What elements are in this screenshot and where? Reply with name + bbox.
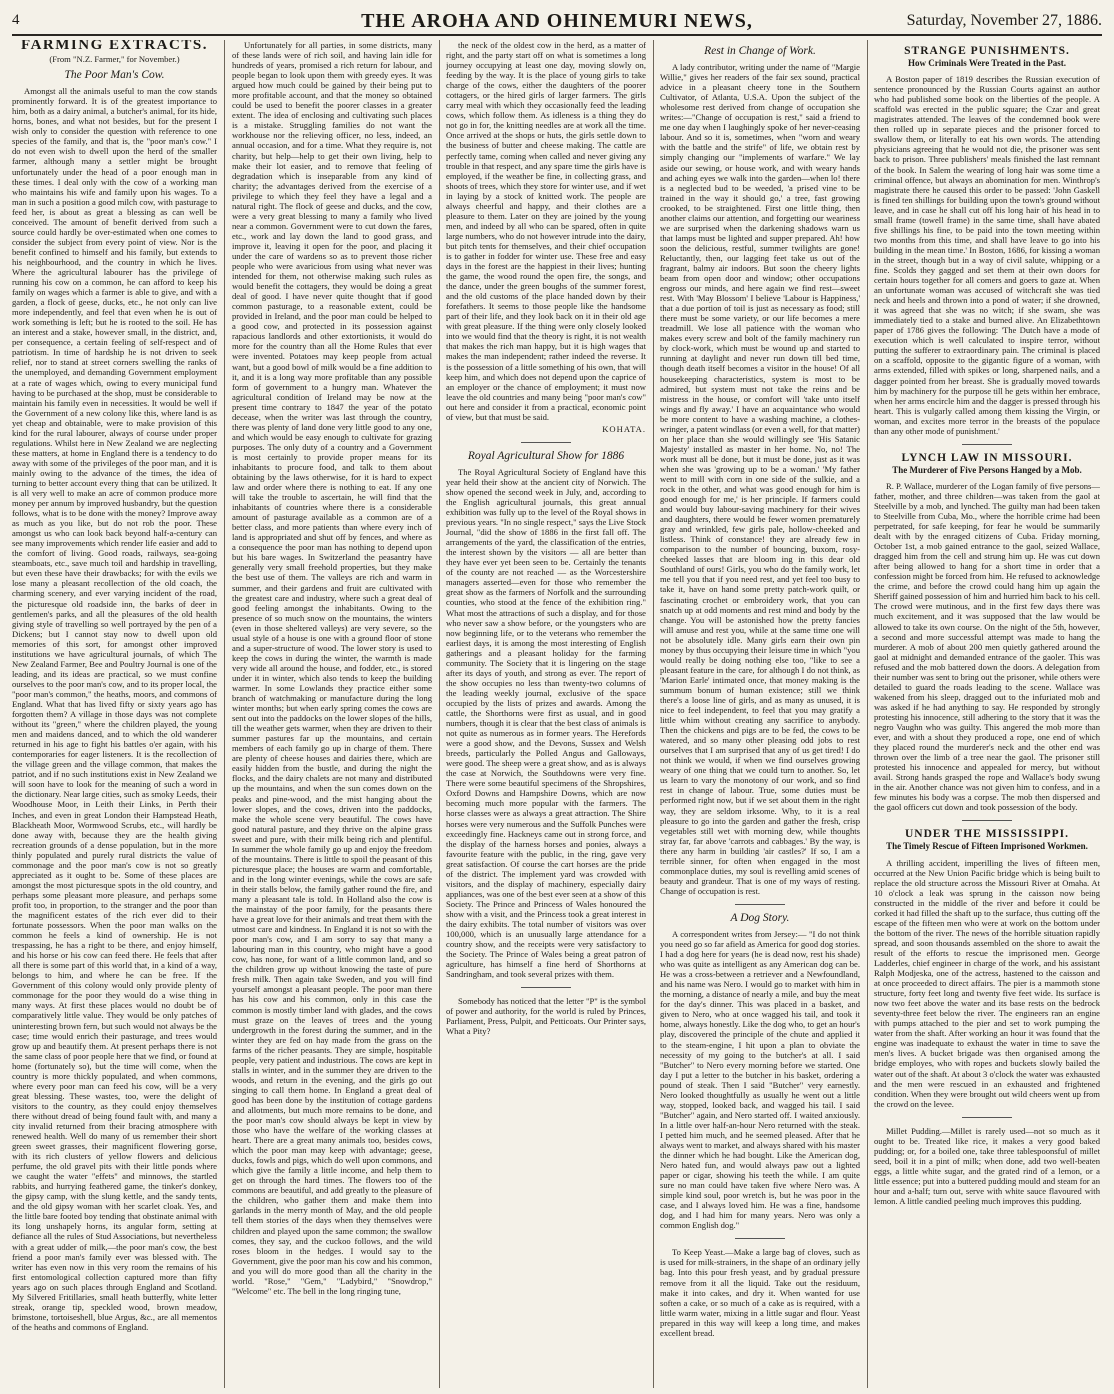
article-subtitle-mississippi: The Timely Rescue of Fifteen Imprisoned Workmen. xyxy=(886,841,1088,852)
column-rule xyxy=(439,40,440,1388)
article-signature: KOHATA. xyxy=(602,423,646,434)
column-5 xyxy=(874,40,1100,1388)
column-rule xyxy=(867,40,868,1388)
article-title-lynch-law: LYNCH LAW IN MISSOURI. xyxy=(901,451,1073,464)
article-millet-pudding: Millet Pudding.—Millet is rarely used—not so much as it ought to be. Treated like rice, it makes a very good baked pudding; or, for a boiled one, take three tablespoonsful of millet seed, boil it in a pint of milk; when done, add two well-beaten eggs, a little white sugar, and the grated rind of a lemon, or a little essence; put into a buttered pudding mould and steam for an hour and a-half; turn out, serve with white sauce flavoured with lemon. A little candied peeling much improves this pudding. xyxy=(874,1125,1100,1207)
masthead xyxy=(12,8,1102,36)
paper-name: THE AROHA AND OHINEMURI NEWS, xyxy=(361,10,753,32)
section-title: FARMING EXTRACTS. xyxy=(21,40,208,53)
page-number: 4 xyxy=(12,12,20,28)
section-credit: (From "N.Z. Farmer," for November.) xyxy=(49,54,180,65)
article-title-poor-mans-cow: The Poor Man's Cow. xyxy=(64,69,165,82)
article-title-rest: Rest in Change of Work. xyxy=(704,45,816,57)
article-title-mississippi: UNDER THE MISSISSIPPI. xyxy=(905,828,1069,841)
divider xyxy=(962,444,1012,445)
article-body-lynch-law: R. P. Wallace, murderer of the Logan family of five persons—father, mother, and three children—was taken from the gaol at Steelville by a mob, and lynched. The guilty man had been taken to Steelville from Cuba, Mo., where the horrible crime had been perpetrated, for safe keeping, for fear he would be summarily dealt with by the enraged citizens of Cuba. Friday morning, October 1st, a mob gained entrance to the gaol, seized Wallace, dragged him from the cell and strung him up. He was cut down after being allowed to hang for a short time in order that a confession might be forced from him. He refused to acknowledge the crime, and before the crowd could hang him up again the Sheriff gained possession of him and hurried him back to his cell. The crowd were mutinous, and in the first few days there was much excitement, and it was supposed that the law would be allowed to take its own course. On the night of the 5th, however, a second and more successful attempt was made to hang the murderer. A mob of about 200 men quietly gathered around the gaol at midnight and demanded entrance of the gaoler. This was refused and the mob battered down the doors. A delegation from their number was sent to bring out the prisoner, while others were detailed to guard the roads leading to the scene. Wallace was wakened from his sleep, dragged out to the infuriated mob and was asked if he had anything to say. He responded by strongly protesting his innocence, still adhering to the story that it was the negro Vaughn who was guilty. This angered the mob more than ever, and with a shout they produced a rope, one end of which they placed round the murderer's neck and the other end was thrown over the limb of a tree near the gaol. The prisoner still protested his innocence and appealed for mercy, but without avail. Strong hands grasped the rope and Wallace's body swung in the air. Another chance was not given him to confess, and in a few minutes his body was a corpse. The mob then dispersed and the gaol officers cut down and took possession of the body. xyxy=(874,480,1100,813)
divider xyxy=(735,904,785,905)
column-rule xyxy=(224,40,225,1388)
article-body-mississippi: A thrilling accident, imperilling the lives of fifteen men, occurred at the New Union Pacific bridge which is being built to replace the old structure across the Missouri River at Omaha. At 10 o'clock a leak was sprung in the caisson now being constructed in the middle of the river and before it could be corked it had filled the shaft up to the surface, thus cutting off the escape of the fifteen men who were at work on the bottom under the bottom of the river. The news of the horrible situation rapidly spread, and soon thousands assembled on the shore to await the result of the efforts to rescue the imprisoned men. George Ladderles, chief engineer in charge of the work, and his assistant Ralph Modjeska, one of the actress, hastened to the caisson and at once proceeded to direct affairs. The pier is a mammoth stone structure, forty feet long and twenty five feet wide. Its surface is now two feet above the water and its base rests on the bedrock seventy-three feet below the river. The engineers ran an engine with pumps attached to the pier and set to work pumping the water from the shaft. After working an hour it was found that the engine was inadequate to exhaust the water in time to save the men's lives. A bucket brigade was then organised among the bridge employes, who with ropes and buckets slowly bailed the water out of the shaft. At about 3 o'clock the water was exhausted and the men were rescued in an exhausted and frightened condition. When they were brought out wild cheers went up from the crowd on the levee. xyxy=(874,857,1100,1109)
article-subtitle-lynch-law: The Murderer of Five Persons Hanged by a Mob. xyxy=(892,464,1082,475)
column-4 xyxy=(660,40,860,1388)
article-title-royal-show: Royal Agricultural Show for 1886 xyxy=(467,449,625,462)
note-letter-p: Somebody has noticed that the letter "P" is the symbol of power and authority, for the world is ruled by Princes, Parliament, Press, Pulpit, and Petticoats. Our Printer says, What a Pity? xyxy=(446,996,646,1037)
issue-date: Saturday, November 27, 1886. xyxy=(906,12,1102,29)
article-keep-yeast: To Keep Yeast.—Make a large bag of cloves, such as is used for milk-strainers, in the shape of an ordinary jelly bag. Into this pour fresh yeast, and by gradual pressure remove from it all the liquid. Take out the residuum, make it into cakes, and dry it. When wanted for use soften a cake, or so much of a cake as is required, with a little warm water, mixing in a little sugar and flour. Yeast prepared in this way will keep a long time, and makes excellent bread. xyxy=(660,1247,860,1338)
article-body-continued-end: the neck of the oldest cow in the herd, as a matter of right, and the party start off on what is sometimes a long journey occupying at least one day, moving slowly on, feeding by the way. It is the place of young girls to take charge of the cows, either the daughters of the poorer cottagers, or the hired girls of larger farmers. The girls carry meal with which they occasionally feed the leading cows, which follow them. As idleness is a thing they do not go in for, the knitting needles are at work all the time. Once arrived at the shops or huts, the girls settle down to the business of butter and cheese making. The cattle are perfectly tame, coming when called and never giving any trouble in that respect, and any spare time the girls have is employed, if the weather be fine, in collecting grass, and shoots of trees, which they store for winter use, and if wet in laying by a stock of knitted work. The people are always cheerful and happy, and their clothes are a pleasure to them. Later on they are joined by the young men, and indeed by all who can be spared, often in quite large numbers, who do not however intrude into the dairy, but pitch tents for themselves, and their chief occupation is to gather in fodder for winter use. These free and easy days in the forest are the happiest in their lives; hunting the game, the wood round the open fire, the songs, and the dance, under the green boughs of the summer forest, and the old customs of the place handed down by their forefathers. It seems to those people like the handsome part of their life, and they look back on it in their old age with great pleasure. If the thing were only closely looked into we would find that the theory is right, it is not wealth that makes the rich man happy, but it is high wages that makes the man independent; rather indeed the reverse. It is the possession of a little something of his own, that will keep him, and which does not depend upon the caprice of an employer or the chance of employment; it must now leave the old countries and many being "poor man's cow" out here and consider it from a practical, economic point of view, but that must be said. xyxy=(446,40,646,422)
article-body-continued: Unfortunately for all parties, in some districts, many of these lands were of rich soil, and having lain idle for hundreds of years, promised a rich return for labour, and people began to look upon them with greedy eyes. It was argued how much could be gained by their being put to more profitable account, and that the money so obtained could be used to benefit the poorer classes in a greater extent. The idea of enclosing and cultivating such places is a mistake. Struggling families do not want the workhouse nor the relieving officer, no less, indeed, an annual occasion, and for a time. What they require is, not charity, but help—help to get their own living, help to make their lot easier, and to remove that feeling of degradation which is inseparable from any kind of charity; the advantages derived from the exercise of a privilege to which they feel they have a legal and a natural right. The flock of geese and ducks, and the cow, were a very great blessing to many a family who lived near a common. Government were to cut down the fares, etc., work and lay down the land to good grass, and improve it, leaving it open for the poor, and placing it under the care of wardens so as to prevent those richer people who were avaricious from using what never was intended for them, not otherwise making such rules as would benefit the cottagers, they would be doing a great deal of good. I have never quite thought that if good common pasturage, to a reasonable extent, could be provided in Ireland, and the poor man could be helped to a good cow, and protected in its possession against rapacious landlords and other extortionists, it would do more for the country than all the Home Rules that ever were invented. Potatoes may keep people from actual want, but a good bowl of milk would be a fine addition to it, and it is a long way more profitable than any possible form of government to a hungry man. Whatever the agricultural condition of Ireland may be now at the present time contrary to 1847 the year of the potato decease, when the writer was last through the country, there was plenty of land done very little good to any one, and which would be easy enough to cultivate for grazing purposes. The only duty of a country and a Government is most certainly to provide proper means for its inhabitants to procure food, and talk to them about obtaining by the laws otherwise, for it is hard to expect law and order where there is nothing to eat. If any one will take the trouble to ascertain, he will find that the inhabitants of countries where there is a considerable amount of pasturage available as a common are of a better class, and more patients than where every inch of land is appropriated and shut off by fences, and where as a consequence the poor man has nothing to depend upon but his bare wages. In Switzerland the peasantry have generally very small freehold properties, but they make the best use of them. The valleys are rich and warm in summer, and their gardens and fruit are cultivated with the greatest care and industry, where such a great deal of good feeling amongst the inhabitants. Owing to the presence of so much snow on the mountains, the winters (even in those sheltered valleys) are very severe, so the usual style of a house is one with a ground floor of stone and a super-structure of wood. The lower story is used to keep the cows in during the winter, the warmth is made very wide all around the house, and fodder, etc., is stored under it in winter, which also tends to keep the building warmer. In some Lowlands they practice either some branch of watchmaking or manufacture during the long winter months; but when early spring comes the cows are sent out into the paddocks on the lower slopes of the hills, till the weather gets warmer, when they are driven to their summer pastures far up the mountains, and certain members of each family go up in charge of them. There are plenty of cheese houses and dairies there, which are easily hidden from the bustle, and during the night the flocks, and the dairy chalets are not many and distributed up the mountains, and when the sun comes down on the peaks and pine-wood, and the mist hanging about the lower slopes, and the cows, driven into the paddocks, make the whole scene very beautiful. The cows have good natural pasture, and they thrive on the alpine grass sweet and pure, with their milk being rich and plentiful. In summer the whole family go up and enjoy the freedom of the mountains. There is little to spoil the peasant of this picturesque place; the houses are warm and comfortable, and in the long winter evenings, while the cows are safe in their stalls below, the family gather round the fire, and many a pleasant tale is told. In Holland also the cow is the mainstay of the poor family, for the peasants there have a great love for their animals and treat them with the utmost care and kindness. In England it is not so with the poor man's cow, and I am sorry to say that many a labouring man in this country, who might have a good cow, has none, for want of a little common land, and so the children grow up without knowing the taste of pure fresh milk. Then again take Sweden, and you will find yourself amongst a pleasant people. The poor man there has his cow and his common, only in this case the common is mostly timber land with glades, and the cows must graze on the leaves of trees and the young undergrowth in the forest during the summer, and in the winter they are fed on hay made from the grass on the farms of the richer peasants. They are simple, hospitable people, very patient and industrious. The cows are kept in stalls in winter, and in the summer they are driven to the woods, and return in the evening, and the girls go out singing to call them home. In England a great deal of good has been done by the institution of cottage gardens and allotments, but much more remains to be done, and the poor man's cow should always be kept in view by those who have the welfare of the working classes at heart. There are a great many animals too, besides cows, which the poor man may keep with advantage; geese, ducks, fowls and pigs, which do well upon commons, and which give the family a little income, and help them to get on through the hard times. The flowers too of the commons are beautiful, and add greatly to the pleasure of the children, who gather them and make them into garlands in the merry month of May, and the old people tell them stories of the days when they themselves were children and played upon the same common; the swallow comes, they say, and the cuckoo follows, and the wild roses bloom in the hedges. I would say to the Government, give the poor man his cow and his common, and you will do more good than all the charity in the world. "Rose," "Gem," "Ladybird," "Snowdrop," "Welcome" etc. The bell in the long ringing tune, xyxy=(232,40,432,1296)
column-2 xyxy=(232,40,432,1388)
divider xyxy=(521,442,571,443)
article-body-poor-mans-cow: Amongst all the animals useful to man the cow stands prominently forward. It is of the greatest importance to him, both as a dairy animal, a butcher's animal, for its hide, horns, bones, and what not besides, but for the present I wish only to consider the question with reference to one species of the family, and that is, the "poor man's cow." I do not even wish to dwell upon the herd of the smaller farmer, although many a settler might be brought unfortunately under the head of a poor enough man in these times. I deal only with the cow of a working man who maintains his wife and family upon his wages. To a man in such a position a good milch cow, with pasturage to feed her, is about as great a blessing as can well be conceived. The amount of benefit derived from such a source could hardly be over-estimated when one comes to consider the subject from every point of view. Nor is the benefit confined to himself and his family, but extends to his neighbourhood, and the country in which he lives. Where the agricultural labourer has the privilege of running his cow on a common, he can afford to keep his family on wages which a farmer is able to give, and with a garden, a flock of geese, ducks, etc., he not only can live more independently, and feel that even when he is out of work something is left; but he is rooted to the soil. He has an interest and a stake, however small, in the district, and, per consequence, a certain feeling of self-respect and of patriotism. In time of hardship he is not driven to seek relief, nor to stand at street corners swelling the ranks of the unemployed, and demanding Government employment at a rate of wages which, owing to every municipal fund having to be purchased at the shop, must be considerable to maintain his family even in necessities. It would be well if the Government of a new colony like this, where land is as yet cheap and obtainable, were to make provision of this kind for the rural labourer, always of course under proper regulations. Whilst here in New Zealand we are neglecting these matters, at home in England there is a tendency to do away with some of the privileges of the poor man, and it is mainly owing to the advance of the times, the idea of turning to better account every thing that can be utilized. It is all very well to make an acre of common produce more money per annum by improved husbandry, but the question follows, what is to be done with the money? Improve away as much as you like, but do not rob the poor. These amongst us who can look back beyond half-a-century can see many improvements which render life easier and add to the comfort of living. Good roads, railways, sea-going steamboats, etc., save much toil and hardship in travelling, but even these have their drawbacks; for with the evils we lose many a pleasant recollection of the old coach, the charming scenery, and ever varying incident of the road, the picturesque old roadside inn, the barks of deer in gentlemen's parks, and all the pleasures of the old health giving style of travelling so well portrayed by the pen of a Dickens; but I cannot stay now to dwell upon old memories of this sort, for amongst other improved institutions we have agricultural journals, of which The New Zealand Farmer, Bee and Poultry Journal is one of the leading, and its ideas are practical, so we must confine ourselves to the poor man's cow, and to its proper local, the "poor man's common," the heaths, moors, and commons of England. What that has lived fifty or sixty years ago has forgotten them? A village in those days was not complete without its "green," where the children played, the young men and maidens danced, and to which the old wanderer returned in his age to fight his battles o'er again, with his contemporaries for eager listeners. It is the recollection of the village green and the village common, that makes the patriot, and if no such institutions exist in New Zealand we will soon have to look for the meaning of such a word in the dictionary. Near large cities, such as smoky Leeds, their Woodhouse Moor, in Leith their Links, in Perth their Inches, and even in great London their Hampstead Heath, Blackheath Moor, Wormwood Scrubs, etc., will hardly be done away with, because they are the health giving recreation grounds of a dense population, but in the more thinly populated and purely rural districts the value of commonage and the poor man's cow is not so greatly appreciated as it ought to be. Some of these places are amongst the most picturesque spots in the old country, and perhaps some pleasant more pleasure, and perhaps some profit too, in proportion, to the stranger and the poor than the magnificent estates of the rich ever did to their fortunate possessors. When the poor man walks on the common he feels a kind of ownership. He is not trespassing, he has a right to be there, and enjoy himself, and his horse or his cow can feed there. He feels that after all there is some part of this world that, in a kind of a way, belongs to him, and where he can be free. If the Government of this colony would only provide plenty of commonage for the poor they would do a wise thing in many ways. At first these places would no doubt be of comparatively little value. They would be only patches of uninteresting brown fern, but such would not always be the case; time would enrich their pasturage, and trees would grow up and beautify them. At present perhaps there is not the same class of poor people here that we find, or found at home (fortunately so), but the time will come, when the country is more thickly populated, and when commons, where every poor man can feed his cow, will be a very great blessing. These wastes, too, were the delight of visitors to the country, as they could enjoy themselves there without dread of being found fault with, and many a city invalid returned from their bracing atmosphere with renewed health. Well do many of us remember their short green sweet grasses, their magnificent flowering gorse, with its rich clusters of yellow flowers and delicious perfume, the old gravel pits with their little ponds where we caught the water "effets" and minnows, the startled rabbits, and hurrying feathered game, the tinker's donkey, the gipsy camp, with the slung kettle, and the sandy tents, and the old gipsy woman with her scarlet cloak. Yes, and the little bare footed boy tending that obstinate animal with its long unshapely horns, its angular form, setting at defiance all the rules of Stud Associations, but nevertheless with a great udder of milk,—the poor man's cow, the best friend a poor man's family ever was blessed with. The writer has even now in this very room the remains of his first entomological collection captured more than fifty years ago on such places through England and Scotland. My Silvered Fritillaries, small heath butterfly, white letter streak, orange tip, speckled wood, brown meadow, brimstone, tortoiseshell, blue Argus, &c., are all mementos of the heaths and commons of England. xyxy=(12,86,217,1332)
article-subtitle-strange-punishments: How Criminals Were Treated in the Past. xyxy=(908,58,1066,69)
divider xyxy=(735,1238,785,1239)
article-body-rest: A lady contributor, writing under the name of "Margie Willie," gives her readers of the fair sex sound, practical advice in a pleasant cheery tone in the Southern Cultivator, of Atlanta, U.S.A. Upon the subject of the wholesome rest derived from change of occupation she writes:—"Change of occupation is rest," said a friend to me one day when I laughingly spoke of her never-ceasing labour. And so it is, sometimes, when "worn and weary with the battle and the strife" of life, we obtain rest by simply changing our "implements of warfare." We lay aside our sewing, or house work, and with weary hands and aching eyes we walk into the garden—when lo! there is a neglected bud to be weeded, 'a prised vine to be trained in the way it should go,' a tree, fast growing crooked, to be straightened. First one little thing, then another claims our attention, and forgetting our weariness we are surprised when the darkening shadows warn us that lamps must be lighted and supper prepared. Ah! how soon the delicious, restful, summer twilights are gone! Reluctantly, then, our lagging feet take us out of the fragrant, balmy air indoors. But soon the cheery lights beam from open door and window; other occupations engross our minds, and here again we find rest—sweet rest. With 'May Blossom' I believe 'Labour is Happiness,' that a due portion of toil is just as necessary as food; still there must be some variety, or our life becomes a mere treadmill. We lose all patience with the woman who makes every screw and bolt of the family machinery run by clock-work, which must be wound up and started to running at daylight and never run down till bed time, though death itself becomes a visitor in the house! Of all housekeeping characteristics, system is most to be admired, but system must not take the reins and be mistress in the house, or comfort will 'take unto itself wings and fly away.' I have an acquaintance who would be more content to have a washing machine, a clothes-wringer, a patent windlass (or even a well, for that matter) on her place than she would willingly see 'His Satanic Majesty' installed as master in her home. No, no! The work must all be done, but it must be done, just as it was when she was 'growing up to be a woman.' 'My father went to mill with corn in one side of the sulkie, and a rock in the other, and what was good enough for him is good enough for me,' is her principle. If farmers could and would buy labour-saving machinery for their wives and daughters, there would be fewer women prematurely gray and wrinkled, few girls pale, hollow-cheeked and listless. Think of constance! they are already few in comparison to the number of bouncing, buxom, rosy-cheeked lasses that are bloom ing in this dear old Southland of ours! Girls, you who do the family work, let me tell you that if you need rest, and yet feel too busy to take it, have on hand some pretty patch-work quilt, or fascinating crochet or embroidery work, that you can snatch up at odd moments and rest mind and body by the change. You will be astonished how the pretty fancies will amuse and rest you, while at the same time one will not be absolutely idle. Many girls earn their own pin money by thus occupying their leisure time in which "you would really be doing nothing else too, "like to see a pleasant feature in the care, for although I do not think, as 'Marion Earle' intimated once, that money making is the summum bonum of human existence; still we think there's a loose line of girls, and as many as unused, it is nice to feel independent, to feel that you may gratify a little whim without creating any sacrifice to anybody. Then the chickens and pigs are to be fed, the cows to be watered, and so many other pleasing odd jobs to rest ourselves that I am surprised that any of us get tired! I do not think we would, if when we find ourselves growing weary of one thing that we could turn to another. So, let us learn to vary the monotony of our work, and so find rest in change of labour. True, some duties must be performed right now, but if we set about them in the right way, they are seldom irksome. Why, to it is a real pleasure to go into the garden and gather the fresh, crisp vegetables still wet with morning dew, while thoughts stray far, far above 'carrots and cabbages.' By the way, is there any harm in building 'air castles?' If so, I am a terrible sinner, for often when engaged in the most commonplace duties, my soul is revelling amid scenes of beauty and grandeur. That is one of my ways of resting. Change of occupation is rest. xyxy=(660,62,860,896)
article-body-royal-show: The Royal Agricultural Society of England have this year held their show at the ancient city of Norwich. The show opened the second week in July, and, according to the English agricultural journals, this great annual exhibition was fully up to the level of the Royal shows in previous years. "In no single respect," says the Live Stock Journal, "did the show of 1886 in the first fall off. The arrangements of the yard, the classification of the entries, the interest shown by the visitors — all are better than they have ever yet been seen to be. Certainly the tenants of the county are not reached — as the Worcestershire managers asserted—even for those who remember the great show as the farmers of Norfolk and the surrounding counties, who stood at the fence of the exhibition ring." What most the attractions of such a display, and for those who never saw a show before, or the youngsters who are now beginning life, or to the veterans who remember the earliest days, it is among the most interesting of English gatherings and a pleasant holiday for the farming community. The Society that it is lingering on the stage after its days of youth, and strong as ever. The report of the show occupies no less than twenty-two columns of the leading weekly journal, exclusive of the space occupied by the lists of prizes and awards. Among the cattle, the Shorthorns were first as usual, and in good numbers, though it is clear that the best class of animals is not quite as numerous as in former years. The Herefords were a good show, and the Devons, Sussex and Welsh breeds, particularly the Polled Angus and Galloways, were good. The sheep were a great show, and as is always the case at Norwich, the Southdowns were very fine. There were some beautiful specimens of the Shropshires, Oxford Downs and Hampshire Downs, which are now becoming much more popular with the farmers. The horse classes were as always a great attraction. The Shire horses were very numerous and the Suffolk Punches were exceedingly fine. Hackneys came out in strong force, and the display of the harness horses and ponies, always a favourite feature with the public, in the ring, gave very great satisfaction. Of course the cart horses are the pride of the district. The implement yard was crowded with visitors, and the display of machinery, especially dairy appliances, was one of the best ever seen at a show of this Society. The Prince and Princess of Wales honoured the show with a visit, and the Princess took a great interest in the dairy exhibits. The total number of visitors was over 100,000, which is an unusually large attendance for a country show, and the receipts were very satisfactory to the Society. The Prince of Wales being a great patron of agriculture, has himself a fine herd of Shorthorns at Sandringham, and took several prizes with them. xyxy=(446,466,646,980)
column-3 xyxy=(446,40,646,1388)
article-title-dog-story: A Dog Story. xyxy=(730,911,790,924)
divider xyxy=(962,1117,1012,1118)
divider xyxy=(962,820,1012,821)
article-body-strange-punishments: A Boston paper of 1819 describes the Russian execution of sentence pronounced by the Russian Courts against an author who had published some book on the liberties of the people. A scaffold was erected in the public square; the Czar and great magistrates attended. The leaves of the condemned book were then rolled up in separate pieces and the prisoner forced to swallow them, or literally to eat his own words. The attending physicians agreeing that he would not die, the prisoner was sent back to prison. Three publishers' meals finished the last remnant of the book. In Salem the wearing of long hair was some time a criminal offence, but always an abomination for men. Winthrop's magistrate there he caused this order to be passed: 'John Gaskell is fined ten shillings for building upon the town's ground without leave, and in case he shall cut off his long hair of his head in to small frame (towell frame) in the same time, shall have abated five shillings his fine, to be paid into the town meeting within two months from this time, and shall have leave to go into his building in the mean time.' In Boston, 1686, for kissing a woman in the street, though but in a way of civil salute, whipping or a fine. Scolds they gagged and set them at their own doors for certain hours together for all comers and goers to gaze at. When an unfortunate woman was accused of witchcraft she was tied neck and heels and thrown into a pond of water; if she drowned, it was agreed that she was no witch; if she swam, she was immediately tied to a stake and burned alive. An Elizabethtown paper of 1786 gives the following: 'The Dutch have a mode of execution which is well calculated to inspire terror, without putting the sufferer to extraordinary pain. The criminal is placed on a scaffold, opposite to the gigantic figure of a woman, with arms extended, filled with spikes or long, sharpened nails, and a dagger pointed from her breast. She is gradually moved towards him by machinery for the purpose till he gets within her embrace, when her arms encircle him and the dagger is pressed through his heart. This is vulgarly called among them kissing the Virgin, or woman, and excites more terror in the breasts of the populace than any other mode of punishment.' xyxy=(874,74,1100,436)
divider xyxy=(521,987,571,988)
article-title-strange-punishments: STRANGE PUNISHMENTS. xyxy=(904,45,1070,57)
column-rule xyxy=(653,40,654,1388)
column-1 xyxy=(12,40,217,1388)
article-body-dog-story: A correspondent writes from Jersey:— "I do not think you need go so far afield as America for good dog stories. I had a dog here for years (he is dead now, rest his shade) who was quite as intelligent as any American dog can be. He was a cross-between a retriever and a Newfoundland, and his name was Nero. I would go to market with him in the morning, a distance of nearly a mile, and buy the meat for the day's dinner. This was placed in a basket, and given to Nero, who at once wagged his tail, and took it home, always honestly. Like the dog who, to get an hour's play, discovered the principle of the chute and applied it to the steam-engine, I hit upon a plan to obviate the necessity of my going to the butcher's at all. I said "Butcher" to Nero every morning before we started. One day I put a letter to the butcher in his basket, ordering a pound of steak. Then I said "Butcher" very earnestly. Nero looked thoughtfully as usually he went out a little way, stopped, looked back, and wagged his tail. I said "Butcher" again, and Nero started off. I waited anxiously. In a little over half-an-hour Nero returned with the steak. I petted him much, and he seemed pleased. After that he always went to market, and always shared with his master the dinner which he had bought. Like the American dog, Nero hated fun, and would always paw out a lighted paper or cigar, showing his teeth the while. I am quite sure no man could have taken five where Nero was. A simple kind soul, poor wretch is, but he was poor in the case, and I always loved him. He was a fine, handsome dog, and I had him for many years. Nero was only a common English dog." xyxy=(660,928,860,1231)
